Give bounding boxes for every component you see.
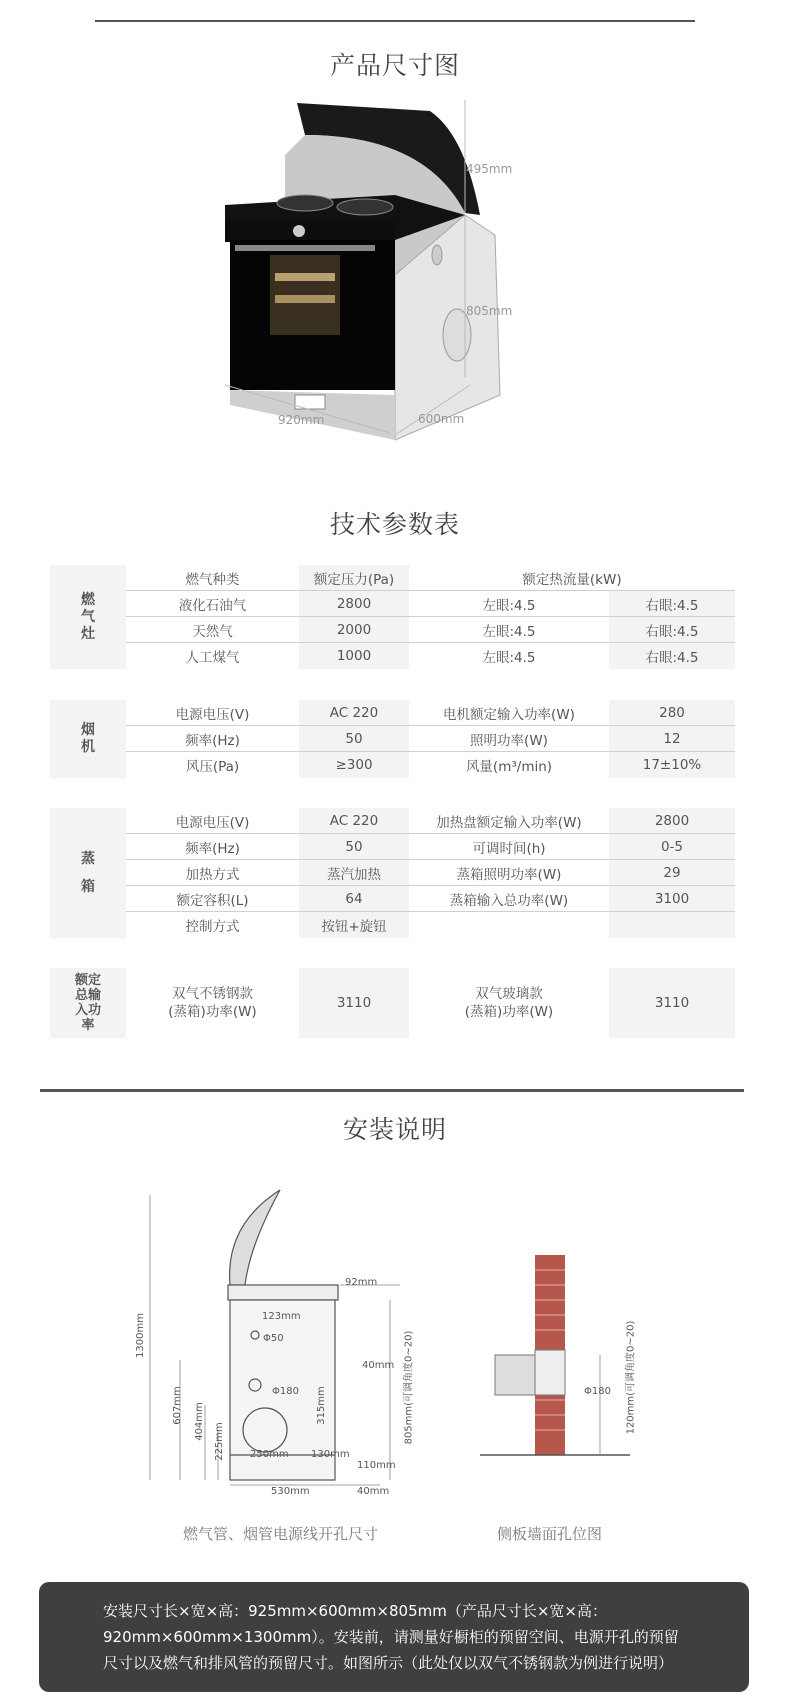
caption-left: 燃气管、烟管电源线开孔尺寸: [183, 1525, 379, 1543]
gas-stove-category: 燃气灶: [50, 565, 126, 669]
table-cell: 加热方式: [126, 860, 299, 886]
dim-label: 40mm: [357, 1486, 390, 1497]
table-cell: 右眼:4.5: [609, 643, 735, 669]
dim-label: 120mm(可调角度0~20): [625, 1320, 637, 1435]
table-row: [50, 591, 735, 617]
table-row: [50, 860, 735, 886]
dim-label: 92mm: [345, 1277, 378, 1288]
note-line-1: 安装尺寸长×宽×高：925mm×600mm×805mm（产品尺寸长×宽×高：: [103, 1602, 607, 1620]
dim-label: 315mm: [315, 1386, 327, 1425]
total-power-right-value: 3110: [609, 968, 735, 1038]
install-note: [39, 1582, 749, 1692]
table-cell: 风量(m³/min): [409, 752, 609, 778]
table-cell: 照明功率(W): [409, 726, 609, 752]
dim-label: 123mm: [262, 1311, 301, 1322]
caption-right: 侧板墙面孔位图: [497, 1525, 603, 1543]
gas-stove-table: [50, 565, 735, 669]
product-dims-title: 产品尺寸图: [329, 51, 460, 80]
table-row: [50, 752, 735, 778]
steamer-table: [50, 808, 735, 938]
table-cell: 蒸汽加热: [299, 860, 409, 886]
dim-label: Φ50: [263, 1333, 284, 1344]
table-cell: 天然气: [126, 617, 299, 643]
table-cell: AC 220: [299, 808, 409, 834]
table-cell: 按钮+旋钮: [299, 912, 409, 938]
dim-label: 40mm: [362, 1360, 395, 1371]
table-cell: 2800: [609, 808, 735, 834]
table-row: [50, 834, 735, 860]
table-cell: 右眼:4.5: [609, 591, 735, 617]
table-cell: [409, 912, 609, 938]
table-cell: [609, 912, 735, 938]
top-divider: [95, 20, 695, 22]
total-power-left-value: 3110: [299, 968, 409, 1038]
table-row: [50, 726, 735, 752]
product-illustration: [225, 95, 565, 475]
table-cell: AC 220: [299, 700, 409, 726]
specs-title: 技术参数表: [329, 510, 460, 539]
table-cell: 0-5: [609, 834, 735, 860]
table-cell: 12: [609, 726, 735, 752]
table-cell: 频率(Hz): [126, 726, 299, 752]
dim-hood-height: 495mm: [466, 162, 513, 176]
table-row: [50, 565, 735, 591]
dim-label: 805mm(可调角度0~20): [403, 1330, 415, 1445]
dim-label: Φ180: [272, 1386, 299, 1397]
table-row: [50, 912, 735, 938]
range-hood-table: [50, 700, 735, 778]
total-power-table: [50, 968, 735, 1038]
table-row: [50, 617, 735, 643]
dim-label: 607mm: [171, 1386, 183, 1425]
wall-hole-diagram: [480, 1250, 640, 1470]
table-row: [50, 700, 735, 726]
table-cell: 液化石油气: [126, 591, 299, 617]
header-heat-flow: 额定热流量(kW): [409, 565, 735, 591]
dim-label: 130mm: [311, 1449, 350, 1460]
table-cell: 3100: [609, 886, 735, 912]
dim-label: 530mm: [271, 1486, 310, 1497]
table-cell: 左眼:4.5: [409, 591, 609, 617]
dim-label: 110mm: [357, 1460, 396, 1471]
table-cell: 右眼:4.5: [609, 617, 735, 643]
table-cell: 人工煤气: [126, 643, 299, 669]
dim-depth: 600mm: [418, 412, 465, 426]
table-cell: ≥300: [299, 752, 409, 778]
header-gas-type: 燃气种类: [126, 565, 299, 591]
install-title: 安装说明: [342, 1115, 447, 1144]
dim-width: 920mm: [278, 413, 325, 427]
total-power-left-label: 双气不锈钢款 (蒸箱)功率(W): [168, 986, 257, 1020]
table-row: [50, 808, 735, 834]
total-power-right-label: 双气玻璃款 (蒸箱)功率(W): [464, 986, 554, 1020]
table-cell: 50: [299, 834, 409, 860]
dim-label: 250mm: [250, 1449, 289, 1460]
table-cell: 蒸箱照明功率(W): [409, 860, 609, 886]
table-cell: 2800: [299, 591, 409, 617]
note-line-2: 920mm×600mm×1300mm）。安装前，请测量好橱柜的预留空间、电源开孔的预留: [103, 1628, 679, 1646]
table-cell: 电源电压(V): [126, 808, 299, 834]
table-cell: 17±10%: [609, 752, 735, 778]
table-cell: 蒸箱输入总功率(W): [409, 886, 609, 912]
dim-label: 225mm: [213, 1422, 225, 1461]
dim-label: Φ180: [584, 1386, 611, 1397]
table-cell: 电机额定输入功率(W): [409, 700, 609, 726]
table-cell: 2000: [299, 617, 409, 643]
table-cell: 可调时间(h): [409, 834, 609, 860]
table-cell: 控制方式: [126, 912, 299, 938]
header-rated-pressure: 额定压力(Pa): [299, 565, 409, 591]
note-line-3: 尺寸以及燃气和排风管的预留尺寸。如图所示（此处仅以双气不锈钢款为例进行说明）: [103, 1654, 674, 1672]
total-power-category: 额定总输入功率: [50, 968, 126, 1038]
range-hood-category: 烟机: [50, 700, 126, 778]
table-cell: 64: [299, 886, 409, 912]
dim-body-height: 805mm: [466, 304, 513, 318]
table-cell: 电源电压(V): [126, 700, 299, 726]
install-divider: [40, 1089, 744, 1092]
table-cell: 50: [299, 726, 409, 752]
table-cell: 280: [609, 700, 735, 726]
table-cell: 频率(Hz): [126, 834, 299, 860]
table-cell: 29: [609, 860, 735, 886]
table-cell: 额定容积(L): [126, 886, 299, 912]
table-cell: 加热盘额定输入功率(W): [409, 808, 609, 834]
dim-label: 404mm: [193, 1402, 205, 1441]
table-cell: 左眼:4.5: [409, 617, 609, 643]
dim-label: 1300mm: [134, 1313, 146, 1358]
table-row: [50, 643, 735, 669]
steamer-category: 蒸箱: [50, 808, 126, 938]
table-row: [50, 886, 735, 912]
table-cell: 风压(Pa): [126, 752, 299, 778]
table-cell: 1000: [299, 643, 409, 669]
table-cell: 左眼:4.5: [409, 643, 609, 669]
